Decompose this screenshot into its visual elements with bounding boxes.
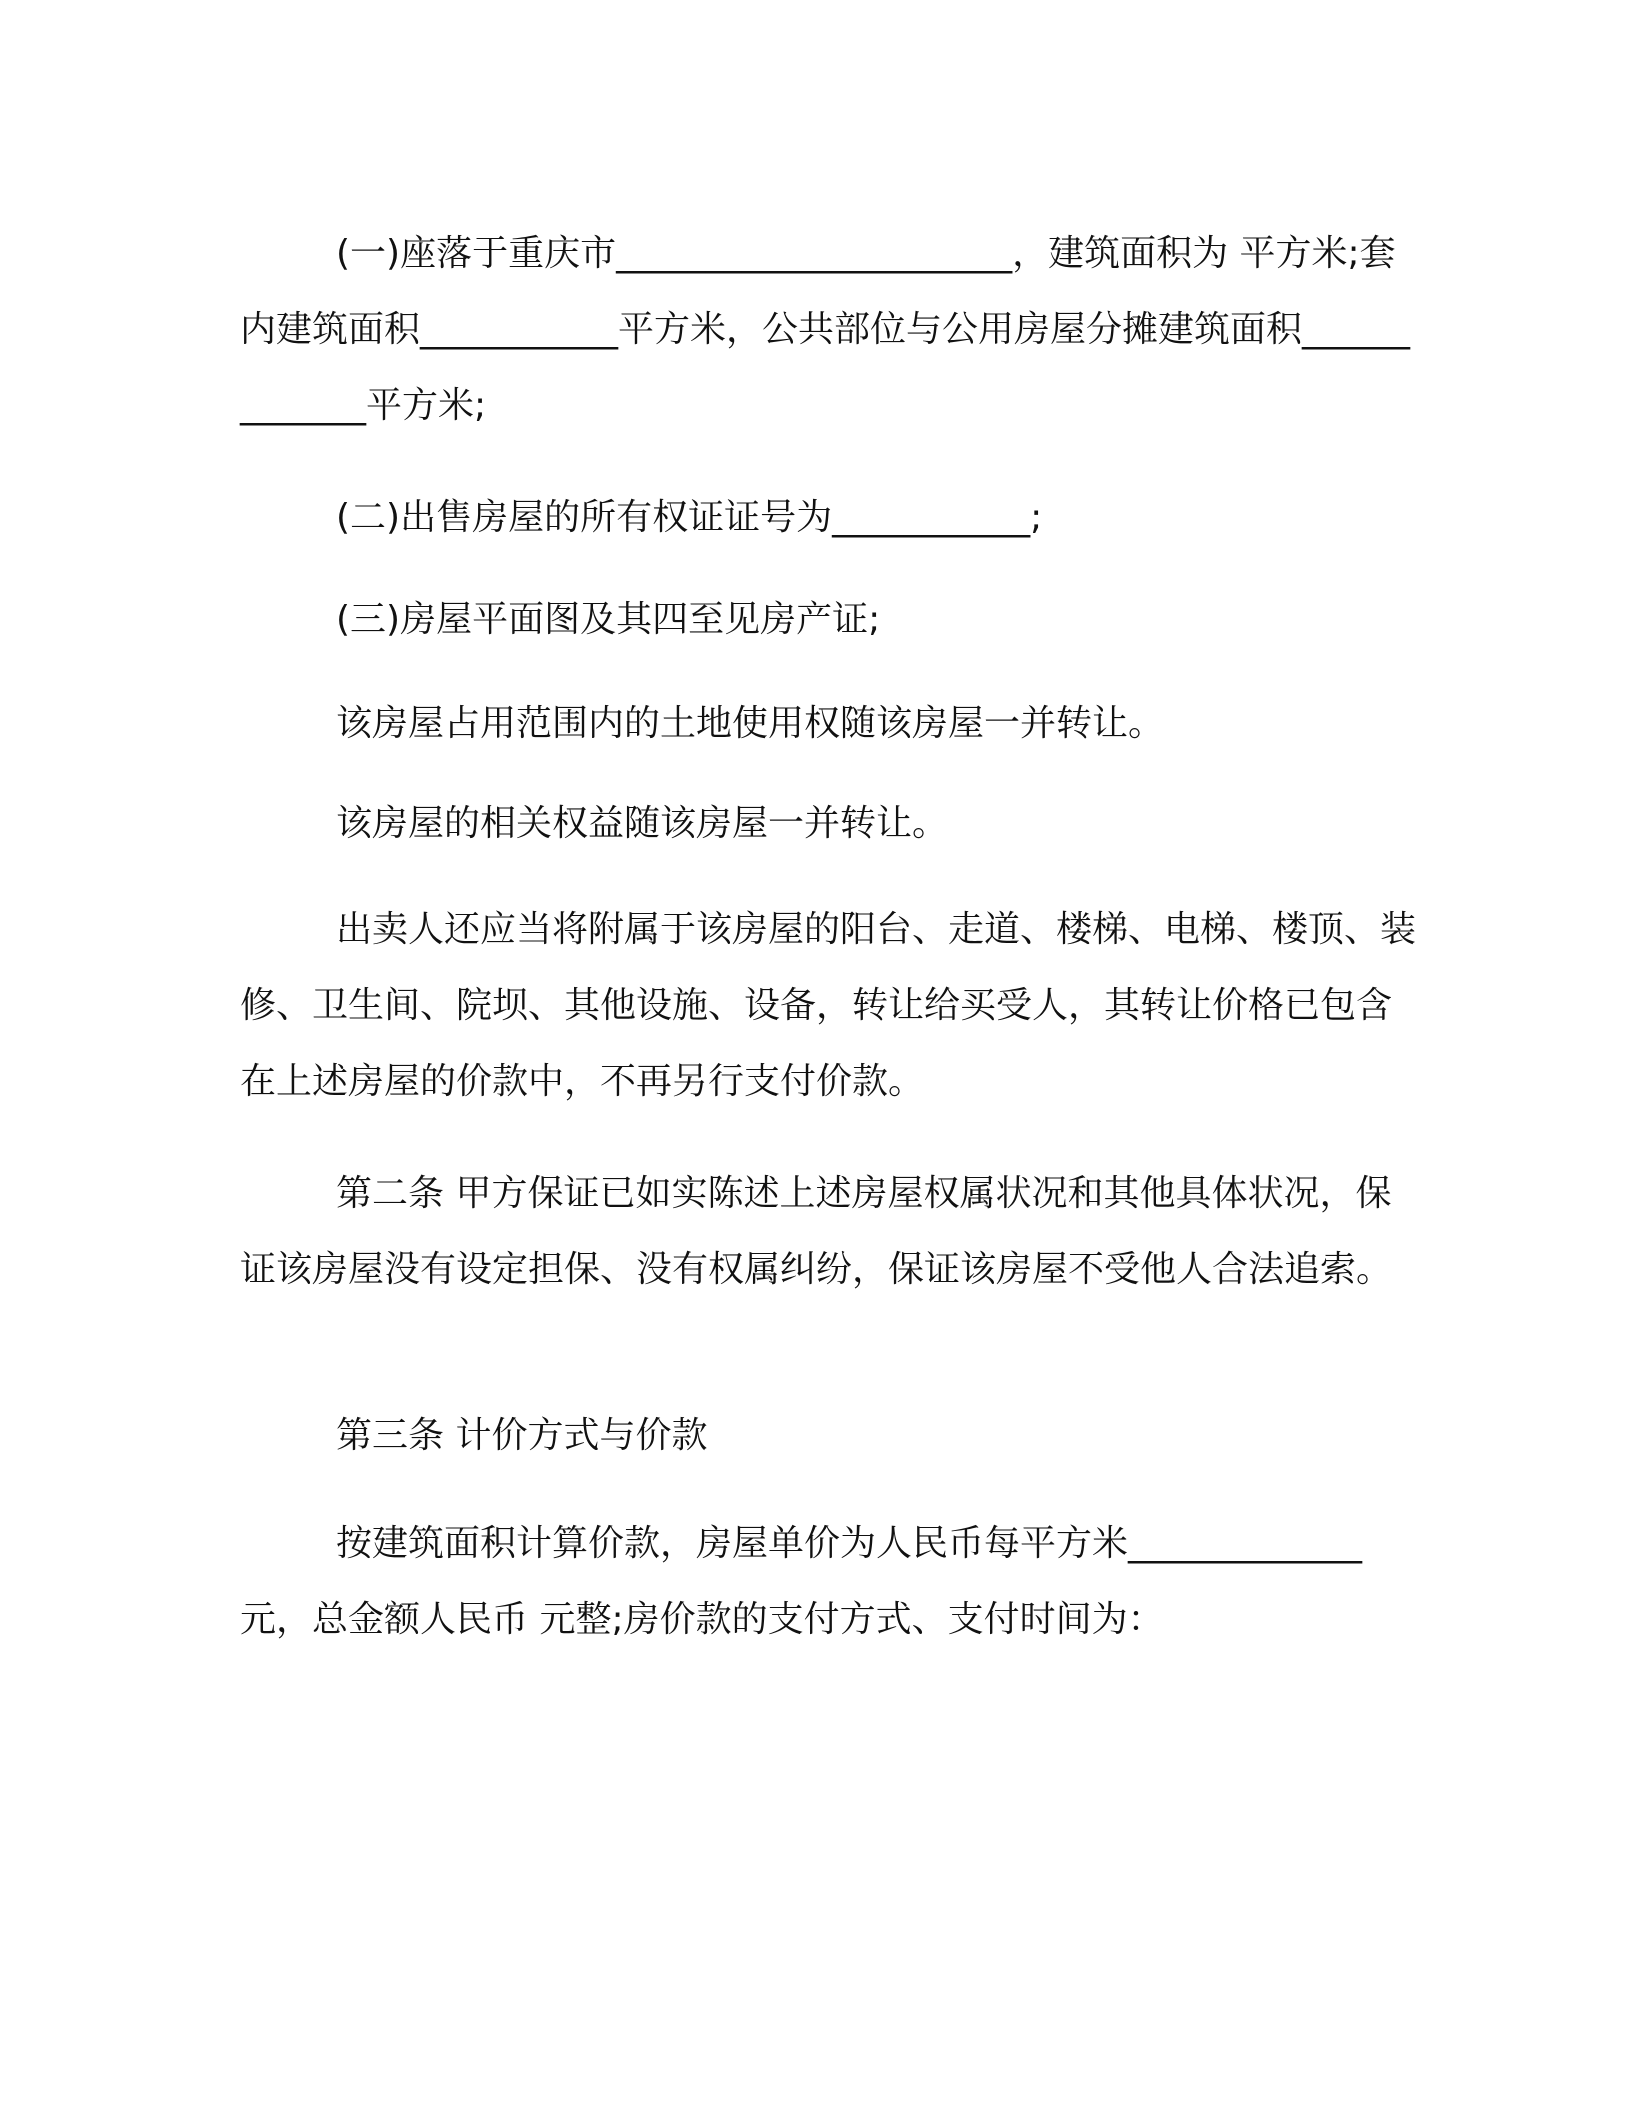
paragraph-land-use-right: 该房屋占用范围内的土地使用权随该房屋一并转让。: [336, 703, 1165, 744]
paragraph-article-three-heading: 第三条 计价方式与价款: [336, 1415, 708, 1456]
paragraph-pricing: 按建筑面积计算价款，房屋单价为人民币每平方米_____________元，总金额人民币 元整;房价款的支付方式、支付时间为：: [240, 1523, 1363, 1640]
paragraph-related-rights: 该房屋的相关权益随该房屋一并转让。: [336, 803, 949, 844]
paragraph-article-two: 第二条 甲方保证已如实陈述上述房屋权属状况和其他具体状况，保证该房屋没有设定担保、没有权属纠纷，保证该房屋不受他人合法追索。: [240, 1173, 1393, 1290]
paragraph-attached-facilities: 出卖人还应当将附属于该房屋的阳台、走道、楼梯、电梯、楼顶、装修、卫生间、院坝、其他设施、设备，转让给买受人，其转让价格已包含在上述房屋的价款中，不再另行支付价款。: [240, 909, 1417, 1102]
paragraph-property-location: (一)座落于重庆市______________________，建筑面积为 平方米;套内建筑面积___________平方米，公共部位与公用房屋分摊建筑面积_____________平方米;: [240, 233, 1411, 426]
paragraph-ownership-certificate: (二)出售房屋的所有权证证号为___________;: [336, 497, 1043, 538]
paragraph-floor-plan: (三)房屋平面图及其四至见房产证;: [336, 599, 881, 640]
